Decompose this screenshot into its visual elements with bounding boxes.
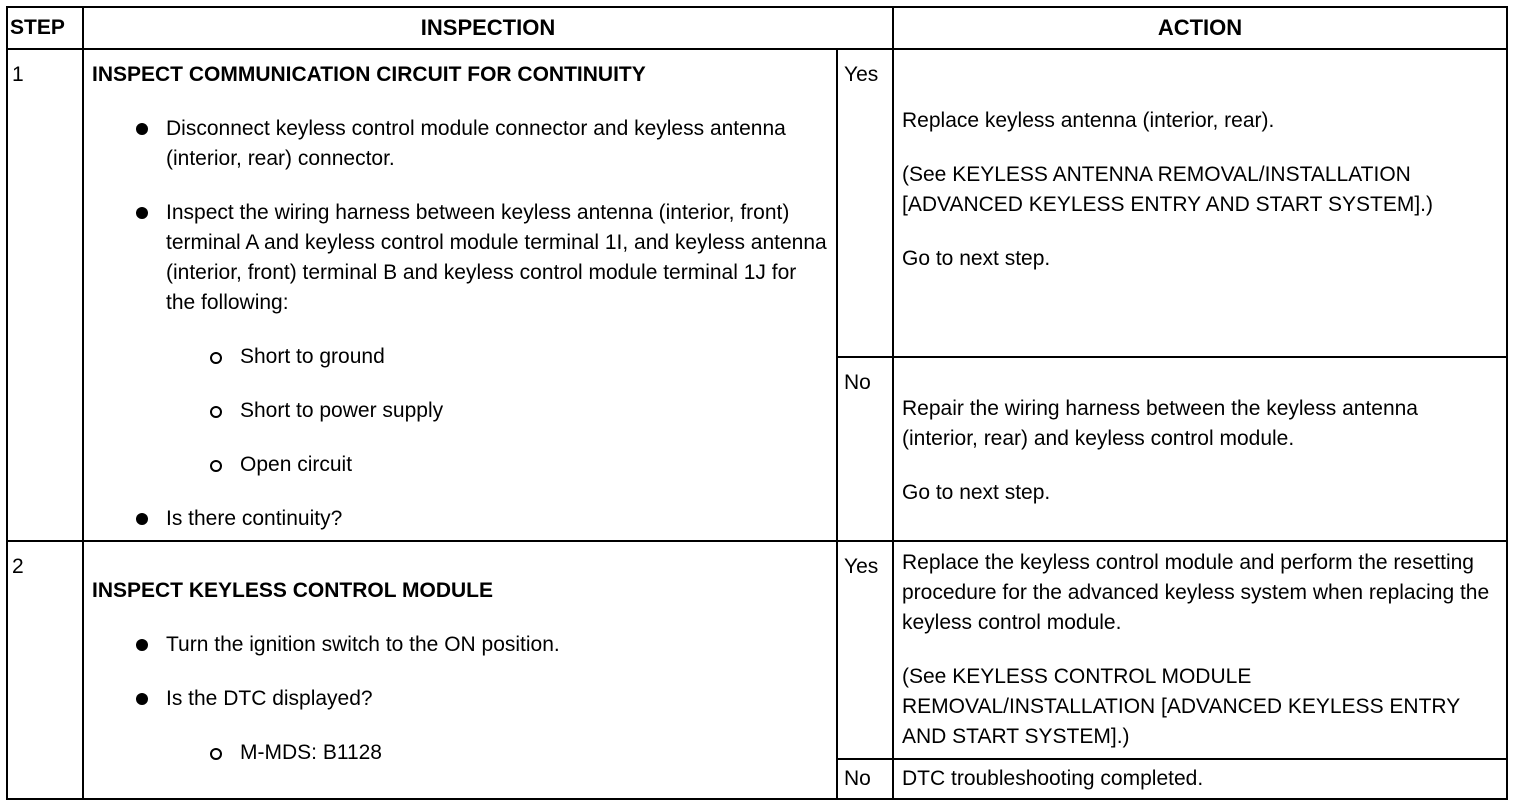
- action-yes: [893, 49, 1507, 357]
- bullet-item: Disconnect keyless control module connector and keyless antenna (interior, rear) connector.: [92, 114, 828, 174]
- answer-yes: Yes: [837, 49, 893, 357]
- step-2-inspection: [83, 541, 837, 799]
- bullet-text: Inspect the wiring harness between keyless antenna (interior, front) terminal A and keyless control module terminal 1I, and keyless antenna (interior, front) terminal B and keyless control module terminal 1J for the following:: [166, 201, 827, 314]
- sub-list: [166, 342, 828, 480]
- bullet-item: [92, 198, 828, 480]
- answer-yes: Yes: [837, 541, 893, 759]
- action-header: ACTION: [893, 7, 1507, 49]
- action-text: DTC troubleshooting completed.: [902, 767, 1204, 790]
- bullet-list: [92, 630, 828, 768]
- sub-item: Short to ground: [92, 342, 828, 372]
- action-no: [893, 759, 1507, 799]
- answer-no: No: [837, 759, 893, 799]
- action-text: Go to next step.: [902, 247, 1051, 270]
- step-1-inspection: [83, 49, 837, 541]
- step-number: 2: [7, 541, 83, 799]
- action-text: Replace the keyless control module and perform the resetting procedure for the advanced keyless system when replacing the keyless control module.: [902, 551, 1490, 634]
- action-yes: [893, 541, 1507, 759]
- sub-item: Short to power supply: [92, 396, 828, 426]
- action-text: Go to next step.: [902, 481, 1051, 504]
- step-header: STEP: [7, 7, 83, 49]
- bullet-item: Is there continuity?: [92, 504, 828, 534]
- sub-item: Open circuit: [92, 450, 828, 480]
- step-title: INSPECT COMMUNICATION CIRCUIT FOR CONTINUITY: [92, 63, 646, 86]
- sub-item: M-MDS: B1128: [92, 738, 828, 768]
- action-text: Repair the wiring harness between the keyless antenna (interior, rear) and keyless control module.: [902, 397, 1418, 450]
- step-2-yes-row: [7, 541, 1507, 759]
- inspection-header: INSPECTION: [83, 7, 893, 49]
- bullet-item: Turn the ignition switch to the ON position.: [92, 630, 828, 660]
- bullet-list: [92, 114, 828, 534]
- action-reference: (See KEYLESS CONTROL MODULE REMOVAL/INSTALLATION [ADVANCED KEYLESS ENTRY AND START SYSTEM].): [902, 665, 1460, 748]
- action-reference: (See KEYLESS ANTENNA REMOVAL/INSTALLATION [ADVANCED KEYLESS ENTRY AND START SYSTEM].): [902, 163, 1433, 216]
- step-number: 1: [7, 49, 83, 541]
- bullet-item: [92, 684, 828, 768]
- sub-list: [166, 738, 828, 768]
- answer-no: No: [837, 357, 893, 541]
- step-title: INSPECT KEYLESS CONTROL MODULE: [92, 579, 493, 602]
- troubleshooting-table: [6, 6, 1508, 800]
- bullet-text: Is the DTC displayed?: [166, 687, 373, 710]
- header-row: [7, 7, 1507, 49]
- action-no: [893, 357, 1507, 541]
- action-text: Replace keyless antenna (interior, rear).: [902, 109, 1275, 132]
- step-1-yes-row: [7, 49, 1507, 357]
